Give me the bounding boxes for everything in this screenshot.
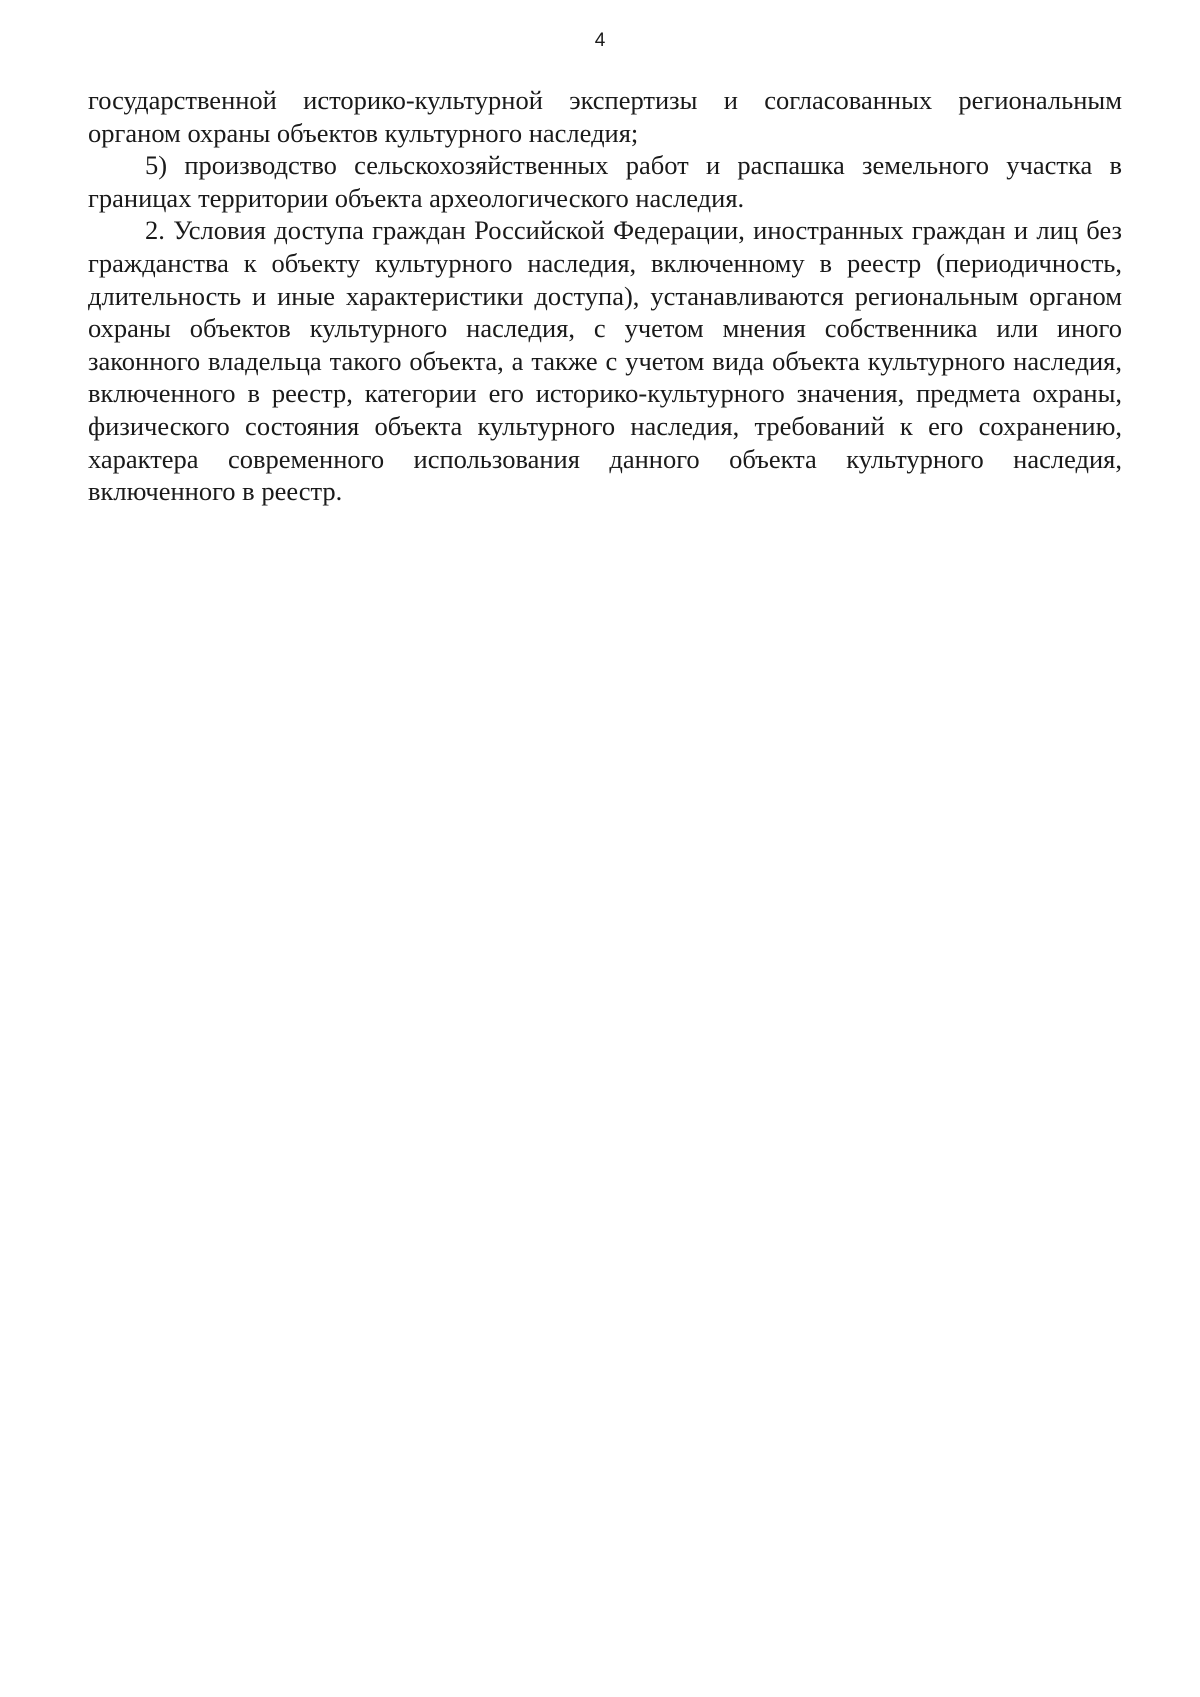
paragraph-continuation: государственной историко-культурной экспертизы и согласованных региональным органом охраны объектов культурного наследия; xyxy=(88,85,1122,148)
page-number: 4 xyxy=(594,30,606,51)
paragraph-section-2: 2. Условия доступа граждан Российской Федерации, иностранных граждан и лиц без гражданства к объекту культурного наследия, включенному в реестр (периодичность, длительность и иные характеристики доступа), устанавливаются региональным органом охраны объектов культурного наследия, с учетом мнения собственника или иного законного владельца такого объекта, а также с учетом вида объекта культурного наследия, включенного в реестр, категории его историко-культурного значения, предмета охраны, физического состояния объекта культурного наследия, требований к его сохранению, характера современного использования данного объекта культурного наследия, включенного в реестр. xyxy=(88,215,1122,507)
paragraph-item-5: 5) производство сельскохозяйственных работ и распашка земельного участка в границах территории объекта археологического наследия. xyxy=(88,150,1122,213)
document-body xyxy=(88,84,1122,508)
